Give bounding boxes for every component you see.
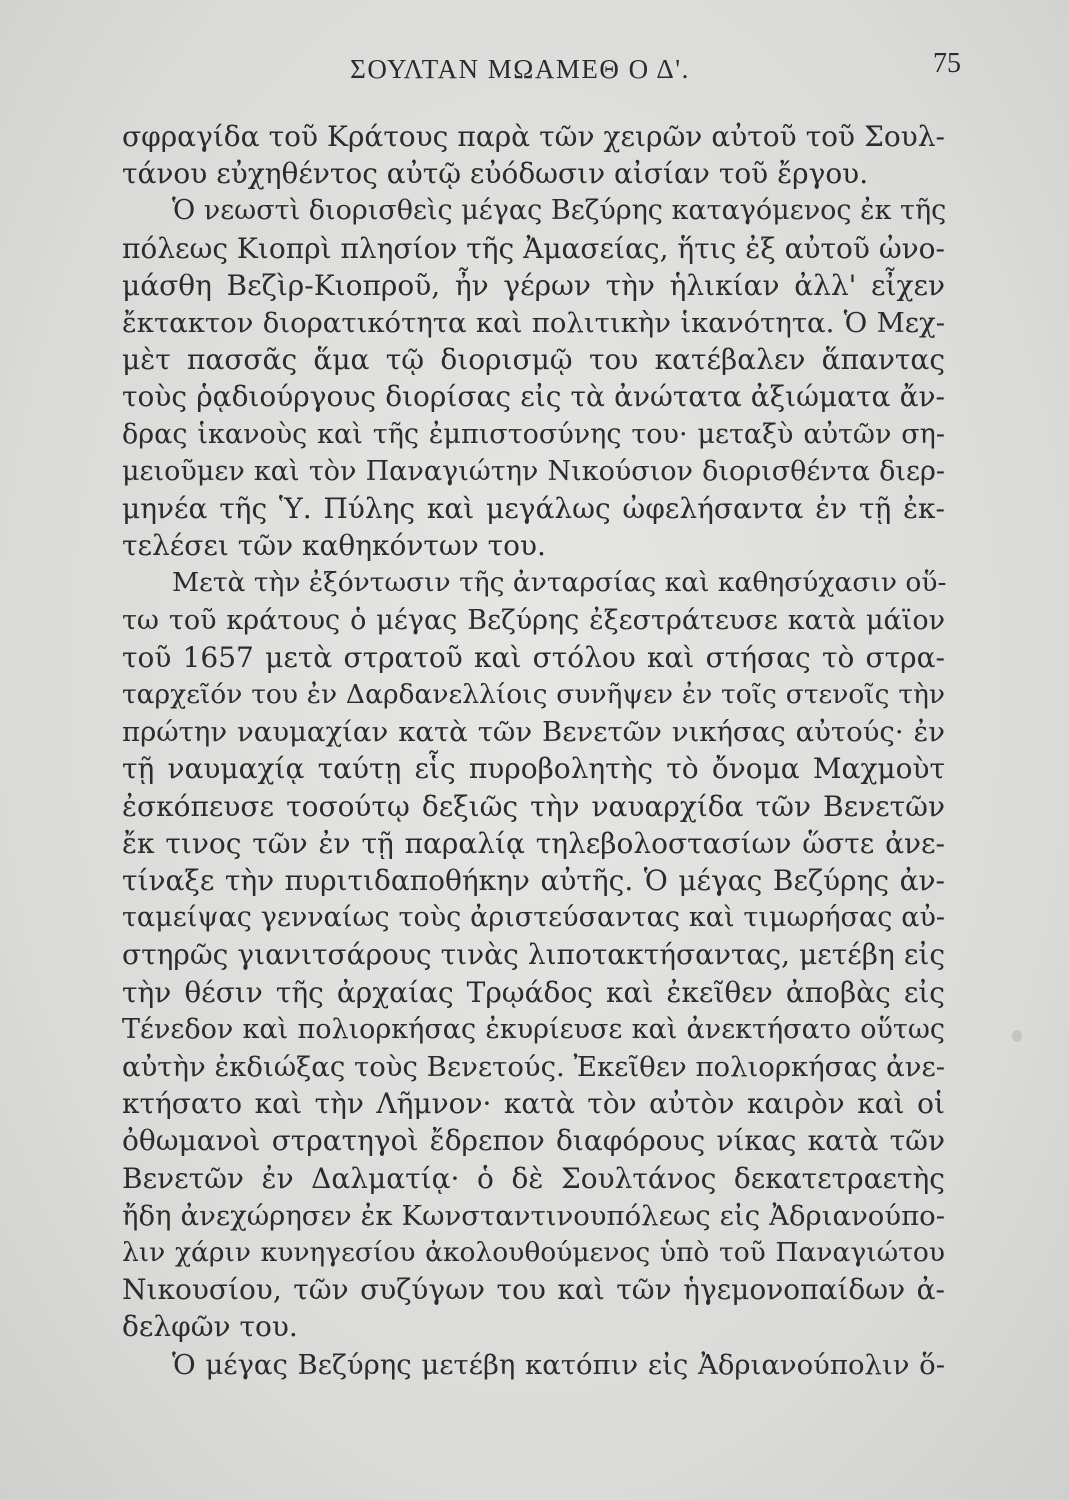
text-line: τῇ ναυμαχίᾳ ταύτῃ εἷς πυροβολητὴς τὸ ὄνομα Μαχμοὺτ bbox=[122, 752, 945, 785]
text-line: ταμείψας γενναίως τοὺς ἀριστεύσαντας καὶ τιμωρήσας αὐ- bbox=[122, 902, 945, 933]
text-line: Μετὰ τὴν ἐξόντωσιν τῆς ἀνταρσίας καὶ καθησύχασιν οὕ- bbox=[172, 567, 947, 598]
text-line: κτήσατο καὶ τὴν Λῆμνον· κατὰ τὸν αὐτὸν καιρὸν καὶ οἱ bbox=[122, 1087, 945, 1120]
text-line: αὐτὴν ἐκδιώξας τοὺς Βενετούς. Ἐκεῖθεν πολιορκήσας ἀνε- bbox=[122, 1051, 945, 1083]
text-line: δελφῶν του. bbox=[122, 1310, 298, 1343]
text-line: πρώτην ναυμαχίαν κατὰ τῶν Βενετῶν νικήσας αὐτούς· ἐν bbox=[122, 716, 945, 748]
text-line: τοὺς ῥᾳδιούργους διορίσας εἰς τὰ ἀνώτατα ἀξιώματα ἄν- bbox=[122, 380, 945, 413]
text-line: δρας ἱκανοὺς καὶ τῆς ἐμπιστοσύνης του· μεταξὺ αὐτῶν ση- bbox=[122, 419, 945, 450]
running-head bbox=[0, 48, 1069, 92]
running-title: ΣΟΥΛΤΑΝ ΜΩΑΜΕΘ Ο Δ'. bbox=[350, 54, 690, 84]
text-line: ἐσκόπευσε τοσούτῳ δεξιῶς τὴν ναυαρχίδα τῶν Βενετῶν bbox=[122, 790, 945, 823]
text-line: ἤδη ἀνεχώρησεν ἐκ Κωνσταντινουπόλεως εἰς Ἀδριανούπο- bbox=[122, 1200, 945, 1232]
text-line: ὀθωμανοὶ στρατηγοὶ ἔδρεπον διαφόρους νίκας κατὰ τῶν bbox=[122, 1124, 945, 1157]
text-line: Τένεδον καὶ πολιορκήσας ἐκυρίευσε καὶ ἀνεκτήσατο οὕτως bbox=[122, 1014, 945, 1045]
text-line: τὴν θέσιν τῆς ἀρχαίας Τρῳάδος καὶ ἐκεῖθεν ἀποβὰς εἰς bbox=[122, 976, 945, 1009]
text-line: πόλεως Κιοπρὶ πλησίον τῆς Ἀμασείας, ἥτις ἐξ αὐτοῦ ὠνο- bbox=[122, 232, 945, 265]
text-line: ἔκ τινος τῶν ἐν τῇ παραλίᾳ τηλεβολοστασίων ὥστε ἀνε- bbox=[122, 827, 945, 860]
text-line: στηρῶς γιανιτσάρους τινὰς λιποτακτήσαντας, μετέβη εἰς bbox=[122, 938, 945, 971]
text-line: τάνου εὐχηθέντος αὐτῷ εὐόδωσιν αἰσίαν τοῦ ἔργου. bbox=[122, 157, 869, 190]
text-line: λιν χάριν κυνηγεσίου ἀκολουθούμενος ὑπὸ τοῦ Παναγιώτου bbox=[122, 1237, 945, 1268]
text-line: τοῦ 1657 μετὰ στρατοῦ καὶ στόλου καὶ στήσας τὸ στρα- bbox=[122, 641, 945, 674]
page-number: 75 bbox=[933, 48, 961, 79]
text-line: μηνέα τῆς Ὑ. Πύλης καὶ μεγάλως ὠφελήσαντα ἐν τῇ ἐκ- bbox=[122, 492, 945, 525]
paper-blemish bbox=[1012, 1030, 1022, 1042]
text-line: τω τοῦ κράτους ὁ μέγας Βεζύρης ἐξεστράτευσε κατὰ μάϊον bbox=[122, 605, 945, 636]
text-line: Βενετῶν ἐν Δαλματίᾳ· ὁ δὲ Σουλτάνος δεκατετραετὴς bbox=[122, 1162, 945, 1195]
text-line: μάσθη Βεζὶρ-Κιοπροῦ, ἦν γέρων τὴν ἡλικίαν ἀλλ' εἶχεν bbox=[122, 269, 945, 302]
text-line: τίναξε τὴν πυριτιδαποθήκην αὐτῆς. Ὁ μέγας Βεζύρης ἀν- bbox=[122, 864, 945, 897]
text-line: Νικουσίου, τῶν συζύγων του καὶ τῶν ἡγεμονοπαίδων ἀ- bbox=[122, 1273, 945, 1306]
text-line: ἔκτακτον διορατικότητα καὶ πολιτικὴν ἱκανότητα. Ὁ Μεχ- bbox=[122, 307, 945, 339]
text-line: μειοῦμεν καὶ τὸν Παναγιώτην Νικούσιον διορισθέντα διερ- bbox=[122, 456, 945, 487]
text-line: Ὁ μέγας Βεζύρης μετέβη κατόπιν εἰς Ἀδριανούπολιν ὅ- bbox=[172, 1349, 945, 1381]
text-line: Ὁ νεωστὶ διορισθεὶς μέγας Βεζύρης καταγόμενος ἐκ τῆς bbox=[172, 195, 947, 226]
text-line: ταρχεῖόν του ἐν Δαρδανελλίοις συνῆψεν ἐν τοῖς στενοῖς τὴν bbox=[122, 679, 945, 710]
text-line: σφραγίδα τοῦ Κράτους παρὰ τῶν χειρῶν αὐτοῦ τοῦ Σουλ- bbox=[122, 120, 945, 153]
text-line: μὲτ πασσᾶς ἅμα τῷ διορισμῷ του κατέβαλεν ἅπαντας bbox=[122, 343, 945, 376]
text-line: τελέσει τῶν καθηκόντων του. bbox=[122, 529, 546, 562]
